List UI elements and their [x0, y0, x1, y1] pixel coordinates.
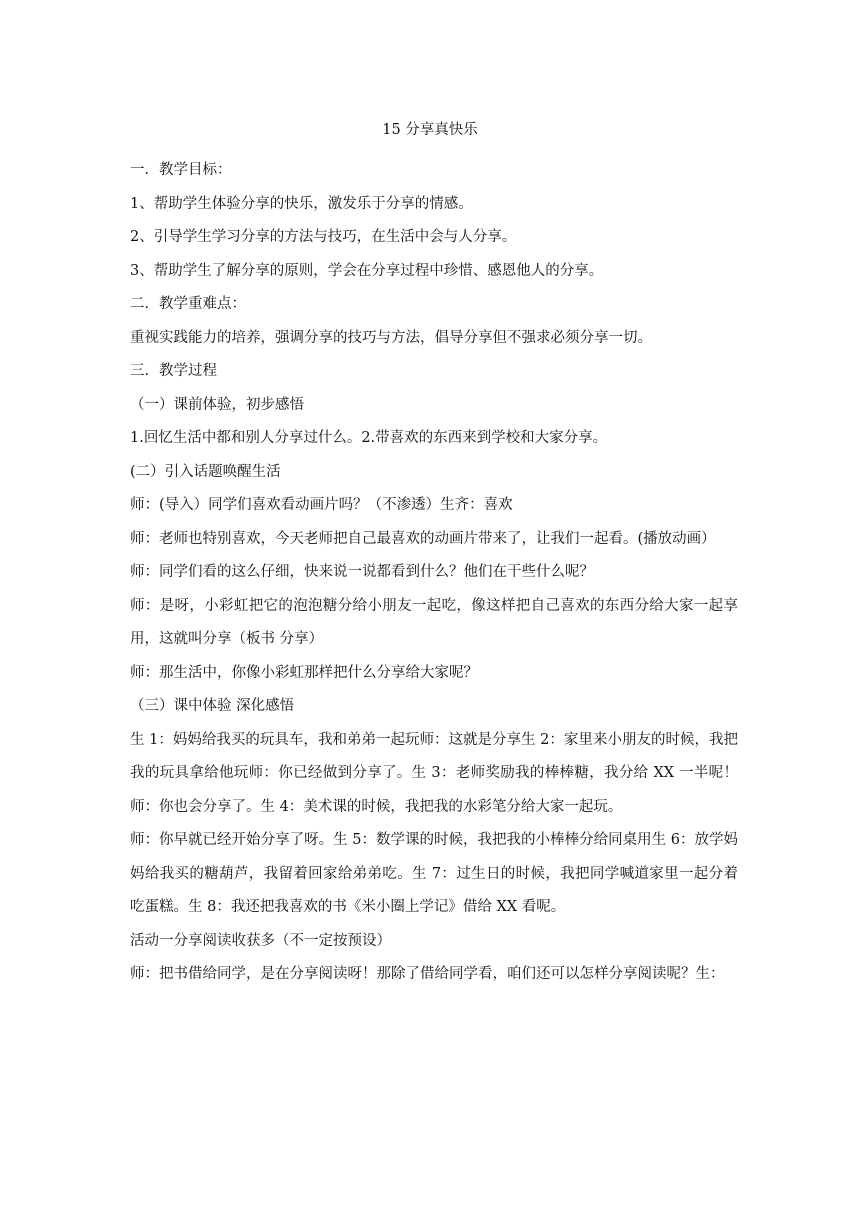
activity-heading: 活动一分享阅读收获多（不一定按预设） [130, 932, 391, 949]
dialogue-line: 师：同学们看的这么仔细，快来说一说都看到什么？他们在干些什么呢？ [130, 564, 594, 580]
dialogue-paragraph: 师：你早就已经开始分享了呀。生 5：数学课的时候，我把我的小棒棒分给同桌用生 6：放学妈妈给我买的糖葫芦，我留着回家给弟弟吃。生 7：过生日的时候，我把同学喊道家里一起分着吃蛋糕。生 8：我还把我喜欢的书《米小圈上学记》借给 XX 看呢。 [130, 832, 738, 915]
dialogue-paragraph: 生 1：妈妈给我买的玩具车，我和弟弟一起玩师：这就是分享生 2：家里来小朋友的时候，我把我的玩具拿给他玩师：你已经做到分享了。生 3：老师奖励我的棒棒糖，我分给 XX 一半呢！师：你也会分享了。生 4：美术课的时候，我把我的水彩笔分给大家一起玩。 [130, 731, 738, 815]
dialogue-line: 师：(导入）同学们喜欢看动画片吗？（不渗透）生齐：喜欢 [130, 497, 513, 513]
key-points-text: 重视实践能力的培养，强调分享的技巧与方法，倡导分享但不强求必须分享一切。 [130, 329, 652, 346]
dialogue-line: 师：老师也特别喜欢，今天老师把自己最喜欢的动画片带来了，让我们一起看。(播放动画） [130, 530, 716, 547]
objective-item: 3、帮助学生了解分享的原则，学会在分享过程中珍惜、感恩他人的分享。 [130, 262, 604, 279]
dialogue-line: 师：是呀，小彩虹把它的泡泡糖分给小朋友一起吃，像这样把自己喜欢的东西分给大家一起享用，这就叫分享（板书 分享） [130, 597, 738, 647]
objective-item: 2、引导学生学习分享的方法与技巧，在生活中会与人分享。 [130, 229, 517, 245]
section-heading-key-points: 二．教学重难点： [130, 296, 246, 312]
subsection-heading: (二）引入话题唤醒生活 [130, 463, 281, 480]
subsection-heading: （三）课中体验 深化感悟 [130, 698, 295, 714]
section-heading-process: 三．教学过程 [130, 363, 217, 379]
document-body [130, 154, 738, 992]
section-heading-objectives: 一．教学目标： [130, 162, 232, 178]
objective-item: 1、帮助学生体验分享的快乐，激发乐于分享的情感。 [130, 195, 473, 212]
paragraph: 1.回忆生活中都和别人分享过什么。2.带喜欢的东西来到学校和大家分享。 [130, 430, 608, 446]
document-title: 15 分享真快乐 [382, 122, 478, 138]
subsection-heading: （一）课前体验，初步感悟 [130, 396, 304, 413]
dialogue-line: 师：那生活中，你像小彩虹那样把什么分享给大家呢？ [130, 664, 478, 681]
dialogue-line: 师：把书借给同学，是在分享阅读呀！那除了借给同学看，咱们还可以怎样分享阅读呢？生： [130, 966, 725, 982]
